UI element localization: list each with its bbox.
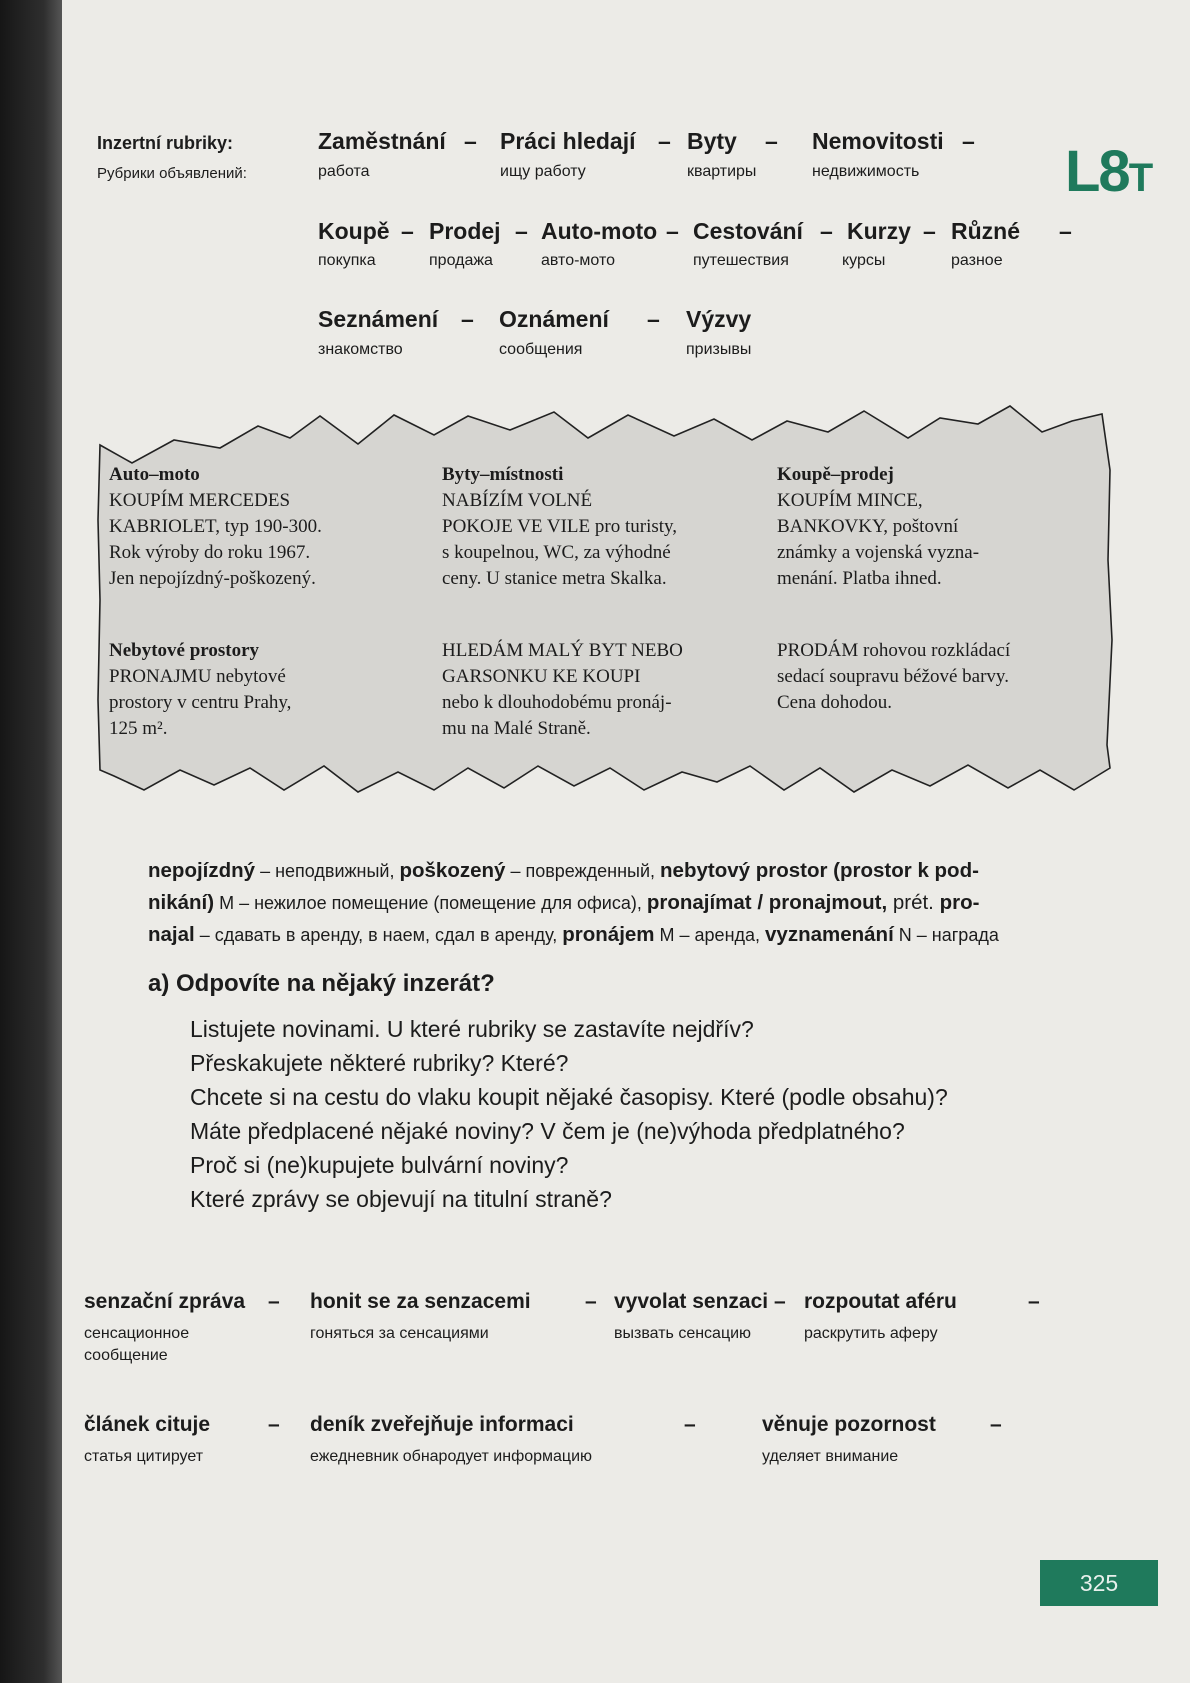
ad-line: s koupelnou, WC, za výhodné — [442, 542, 671, 563]
dash: – — [1028, 1290, 1040, 1313]
ad-heading: Byty–místnosti — [442, 464, 564, 485]
ad-line: GARSONKU KE KOUPI — [442, 666, 641, 687]
vocab-term: nepojízdný — [148, 859, 256, 882]
rubric-kurzy-ru: курсы — [842, 252, 886, 269]
rubric-ruzne-ru: разное — [951, 252, 1003, 269]
dash: – — [268, 1413, 280, 1436]
vocab-translation: – сдавать в аренду, в наем, сдал в аренду, — [194, 925, 563, 945]
ad-line: Rok výroby do roku 1967. — [109, 542, 311, 563]
vocab-line-3 — [148, 919, 1163, 951]
ad-line: Cena dohodou. — [777, 692, 893, 713]
dash: – — [1059, 218, 1072, 244]
dash: – — [774, 1290, 786, 1313]
ad-nebytove-prostory — [109, 638, 291, 742]
rubric-ruzne: Různé — [951, 218, 1020, 244]
rubric-nemovitosti-ru: недвижимость — [812, 163, 920, 180]
phrase-venuje-pozornost: věnuje pozornost — [762, 1413, 936, 1436]
phrase-clanek-cituje-ru: статья цитирует — [84, 1448, 204, 1465]
ad-hledam-byt — [442, 638, 683, 742]
page-number: 325 — [1040, 1560, 1158, 1606]
rubric-kurzy: Kurzy — [847, 218, 911, 244]
rubric-zamestnani: Zaměstnání — [318, 128, 446, 154]
dash: – — [268, 1290, 280, 1313]
ad-prodam-soupravu — [777, 638, 1010, 716]
vocab-term: najal — [148, 923, 195, 946]
phrase-vyvolat-senzaci-ru: вызвать сенсацию — [614, 1325, 752, 1342]
rubric-byty-ru: квартиры — [687, 163, 757, 180]
rubric-nemovitosti: Nemovitosti — [812, 128, 944, 154]
dash: – — [962, 128, 975, 154]
phrase-senzacni-zprava: senzační zpráva — [84, 1290, 246, 1313]
rubric-cestovani: Cestování — [693, 218, 803, 244]
rubric-cestovani-ru: путешествия — [693, 252, 789, 269]
phrase-rozpoutat-aferu-ru: раскрутить аферу — [804, 1325, 938, 1342]
vocab-term: pronajímat / pronajmout, — [646, 891, 888, 914]
dash: – — [684, 1413, 696, 1436]
book-spine-shadow — [0, 0, 62, 1683]
phrase-vyvolat-senzaci: vyvolat senzaci — [614, 1290, 769, 1313]
ad-line: NABÍZÍM VOLNÉ — [442, 490, 593, 511]
phrase-clanek-cituje: článek cituje — [84, 1413, 211, 1436]
phrase-senzacni-zprava-ru2: сообщение — [84, 1347, 168, 1364]
ad-line: HLEDÁM MALÝ BYT NEBO — [442, 640, 683, 661]
rubric-praci-hledaji-ru: ищу работу — [500, 163, 586, 180]
rubric-praci-hledaji: Práci hledají — [500, 128, 636, 154]
ad-line: sedací soupravu béžové barvy. — [777, 666, 1009, 687]
phrase-rozpoutat-aferu: rozpoutat aféru — [804, 1290, 957, 1313]
dash: – — [923, 218, 936, 244]
ad-line: POKOJE VE VILE pro turisty, — [442, 516, 678, 537]
question-line: Které zprávy se objevují na titulní straně? — [190, 1186, 612, 1212]
question-line: Máte předplacené nějaké noviny? V čem je (ne)výhoda předplatného? — [190, 1118, 905, 1144]
vocab-term: poškozený — [399, 859, 506, 882]
exercise-questions — [190, 1012, 948, 1216]
rubrics-label-cs: Inzertní rubriky: — [97, 133, 234, 153]
ad-heading: Nebytové prostory — [109, 640, 260, 661]
vocab-line-2 — [148, 887, 1163, 919]
vocab-translation: M – нежилое помещение (помещение для офиса), — [214, 893, 647, 913]
dash: – — [990, 1413, 1002, 1436]
vocab-term: nebytový prostor (prostor k pod- — [660, 859, 979, 882]
ad-line: známky a vojenská vyzna- — [777, 542, 980, 563]
ad-byty-mistnosti — [442, 462, 677, 592]
ad-line: menání. Platba ihned. — [777, 568, 942, 589]
ad-line: ceny. U stanice metra Skalka. — [442, 568, 667, 589]
ad-line: prostory v centru Prahy, — [109, 692, 292, 713]
vocab-term: nikání) — [148, 891, 215, 914]
rubric-zamestnani-ru: работа — [318, 163, 370, 180]
dash: – — [647, 306, 660, 332]
rubric-seznameni-ru: знакомство — [318, 341, 403, 358]
rubric-auto-moto-ru: авто-мото — [541, 252, 616, 269]
ad-line: KABRIOLET, typ 190-300. — [109, 516, 322, 537]
phrase-honit-se: honit se za senzacemi — [310, 1290, 531, 1313]
vocab-term: pro- — [939, 891, 980, 914]
question-line: Proč si (ne)kupujete bulvární noviny? — [190, 1152, 569, 1178]
rubric-koupe: Koupě — [318, 218, 390, 244]
dash: – — [464, 128, 477, 154]
phrase-senzacni-zprava-ru: сенсационное — [84, 1325, 190, 1342]
dash: – — [820, 218, 833, 244]
ad-line: BANKOVKY, poštovní — [777, 516, 959, 537]
vocab-line-1 — [148, 855, 1163, 887]
rubric-koupe-ru: покупка — [318, 252, 376, 269]
lesson-number: L8 — [1065, 139, 1129, 204]
ad-line: nebo k dlouhodobému pronáj- — [442, 692, 672, 713]
dash: – — [401, 218, 414, 244]
question-line: Přeskakujete některé rubriky? Které? — [190, 1050, 569, 1076]
vocab-translation: prét. — [887, 891, 940, 914]
ad-line: KOUPÍM MINCE, — [777, 490, 923, 511]
question-line: Listujete novinami. U které rubriky se zastavíte nejdřív? — [190, 1016, 754, 1042]
rubric-seznameni: Seznámení — [318, 306, 439, 332]
rubric-oznameni-ru: сообщения — [499, 341, 583, 358]
ad-line: PRODÁM rohovou rozkládací — [777, 640, 1011, 661]
vocab-term: pronájem — [562, 923, 655, 946]
ad-line: KOUPÍM MERCEDES — [109, 490, 291, 511]
question-line: Chcete si na cestu do vlaku koupit nějaké časopisy. Které (podle obsahu)? — [190, 1084, 948, 1110]
rubric-prodej: Prodej — [429, 218, 501, 244]
vocab-translation: M – аренда, — [654, 925, 766, 945]
dash: – — [765, 128, 778, 154]
rubric-byty: Byty — [687, 128, 737, 154]
vocabulary-block — [148, 855, 1163, 951]
ad-line: PRONAJMU nebytové — [109, 666, 286, 687]
vocab-translation: – поврежденный, — [505, 861, 661, 881]
phrase-denik-zverejnuje: deník zveřejňuje informaci — [310, 1413, 574, 1436]
rubric-vyzvy-ru: призывы — [686, 341, 752, 358]
ad-line: 125 m². — [109, 718, 168, 739]
phrase-denik-zverejnuje-ru: ежедневник обнародует информацию — [310, 1448, 593, 1465]
ad-line: Jen nepojízdný-poškozený. — [109, 568, 316, 589]
rubric-oznameni: Oznámení — [499, 306, 609, 332]
vocab-term: vyznamenání — [765, 923, 894, 946]
dash: – — [585, 1290, 597, 1313]
ad-heading: Auto–moto — [109, 464, 200, 485]
phrase-honit-se-ru: гоняться за сенсациями — [310, 1325, 489, 1342]
lesson-suffix: T — [1128, 156, 1152, 200]
rubric-prodej-ru: продажа — [429, 252, 493, 269]
ad-auto-moto — [109, 462, 322, 592]
textbook-page — [62, 0, 1190, 1683]
rubric-auto-moto: Auto-moto — [541, 218, 658, 244]
dash: – — [461, 306, 474, 332]
dash: – — [666, 218, 679, 244]
rubric-vyzvy: Výzvy — [686, 306, 752, 332]
ad-heading: Koupě–prodej — [777, 464, 894, 485]
exercise-title: a) Odpovíte na nějaký inzerát? — [148, 970, 495, 997]
vocab-translation: – неподвижный, — [255, 861, 400, 881]
ad-line: mu na Malé Straně. — [442, 718, 591, 739]
ad-koupe-prodej — [777, 462, 979, 592]
dash: – — [515, 218, 528, 244]
dash: – — [658, 128, 671, 154]
phrase-venuje-pozornost-ru: уделяет внимание — [762, 1448, 899, 1465]
rubrics-label-ru: Рубрики объявлений: — [97, 165, 247, 182]
vocab-translation: N – награда — [893, 925, 999, 945]
